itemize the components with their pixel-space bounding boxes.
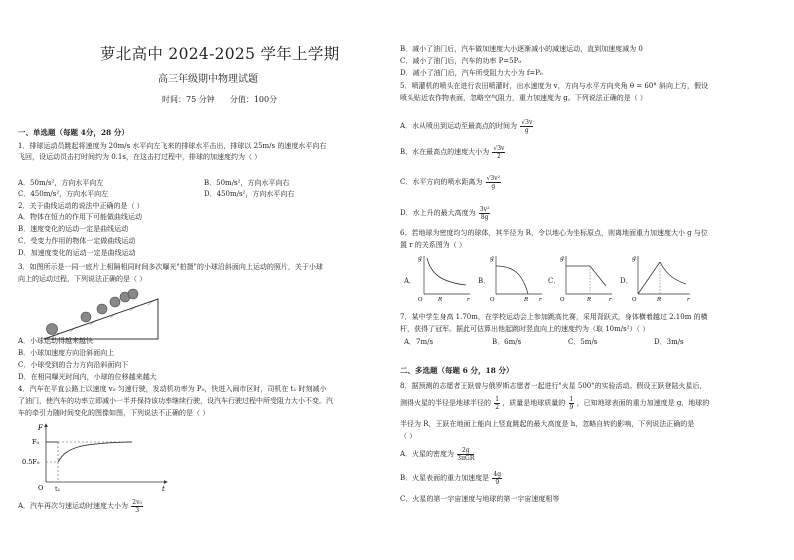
q1-option-a: A．50m/s²，方向水平向左 — [18, 179, 104, 187]
q1-option-b: B．50m/s²，方向水平向右 — [204, 179, 290, 187]
q4-force-time-graph — [22, 420, 172, 492]
q6-d-line — [638, 262, 660, 294]
svg-text:g: g — [418, 255, 422, 262]
section-single-choice: 一、单选题（每题 4分，28 分） — [18, 128, 129, 137]
q8-text-3: 半径为 R，王跃在地面上能向上竖直跳起的最大高度是 h，忽略自转的影响，下列说法正确的是 — [400, 420, 695, 428]
exam-time: 时间：75 分钟 — [162, 95, 215, 104]
q3-option-c: C．小球受到的合力方向沿斜面向下 — [18, 361, 129, 369]
svg-text:r: r — [609, 297, 612, 302]
q6-b-curve — [496, 266, 528, 294]
exam-title: 萝北高中 2024-2025 学年上学期 — [100, 45, 340, 63]
graph-t1-label: t₁ — [55, 485, 61, 492]
q6-option-a: A． — [404, 277, 417, 285]
svg-text:R: R — [587, 297, 592, 302]
q3-incline-figure — [40, 283, 170, 341]
q7-text-1: 7．某中学生身高 1.70m，在学校运动会上参加跳高比赛，采用背跃式，身体横着越过 2.10m 的横 — [400, 313, 708, 321]
q7-option-c: C．5m/s — [568, 338, 598, 346]
q7-option-d: D．3m/s — [654, 338, 684, 346]
svg-text:r: r — [467, 297, 470, 302]
q5-option-b: B．水在最高点的速度大小为 $\frac{√3v}{2}$ — [400, 144, 505, 160]
q4-option-c: C．减小了油门后，汽车的功率 P=5P₀ — [400, 57, 522, 65]
q6-option-d: D． — [620, 277, 633, 285]
force-curve — [58, 442, 132, 462]
q6-option-b: B． — [478, 277, 491, 285]
svg-text:R: R — [657, 297, 662, 302]
q7-text-2: 杆，获得了冠军。据此可估算出他起跳时竖直向上的速度约为（取 10m/s²）（ ） — [400, 325, 650, 333]
q6-graph-d — [630, 252, 692, 302]
q1-text-2: 飞回，设运动员击打时间约为 0.1s，在这击打过程中，排球的加速度约为（ ） — [18, 153, 262, 161]
svg-text:O: O — [490, 297, 495, 302]
q2-option-a: A．物体在恒力的作用下可能做曲线运动 — [18, 213, 143, 221]
q8-option-a: A．火星的密度为 $\frac{2g}{\text{3πGR}}$ — [400, 446, 475, 462]
graph-f0-label: F₀ — [32, 438, 40, 446]
q6-option-c: C． — [548, 277, 561, 285]
q4-text-2: 了油门，使汽车的功率立即减小一半并保持该功率继续行驶，设汽车行驶过程中所受阻力大小不变。汽 — [18, 397, 333, 405]
q2-text: 2．关于曲线运动的说法中正确的是（ ） — [18, 202, 144, 210]
svg-text:g: g — [560, 255, 564, 262]
q7-option-b: B．6m/s — [492, 338, 522, 346]
q3-option-d: D．在相同曝光时间内，小球的位移越来越大 — [18, 373, 157, 381]
q6-c-curve — [566, 266, 606, 286]
exam-info — [162, 94, 277, 105]
svg-text:R: R — [438, 297, 443, 302]
svg-text:O: O — [418, 297, 423, 302]
q4-text-3: 车的牵引力随时间变化的图像如图，下列说法不正确的是（ ） — [18, 409, 210, 417]
q8-text-4: （ ） — [400, 432, 417, 440]
q5-text-1: 5．喷灌机的喷头在进行农田喷灌时，出水速度为 v，方向与水平方向夹角 θ = 60° 斜向上方，假设 — [400, 82, 709, 90]
photo-balls — [47, 289, 139, 335]
graph-t-label: t — [162, 485, 165, 492]
svg-text:R: R — [524, 297, 529, 302]
q2-option-b: B．速度变化的运动一定是曲线运动 — [18, 225, 129, 233]
q6-graph-a — [416, 252, 472, 302]
svg-text:g: g — [490, 255, 494, 262]
q6-graph-c — [558, 252, 614, 302]
q6-a-curve — [427, 258, 466, 285]
q3-text-2: 向上的运动过程，下列说法正确的是（ ） — [18, 275, 147, 283]
q1-text-1: 1．排球运动员跳起将速度为 20m/s 水平向左飞来的排球水平击出，排球以 25m/s 的速度水平向右 — [18, 142, 327, 150]
q8-option-b: B．火星表面的重力加速度是 $\frac{4g}{9}$ — [400, 470, 502, 486]
q4-option-d: D．减小了油门后，汽车所受阻力大小为 f=P₀ — [400, 69, 543, 77]
svg-text:r: r — [539, 297, 542, 302]
q4-option-b: B．减小了油门后，汽车做加速度大小逐渐减小的减速运动，直到加速度减为 0 — [400, 45, 643, 53]
q6-text-1: 6．若地球为密度均匀的球体，其半径为 R，令以地心为坐标原点，则离地面重力加速度大小 g 与位 — [400, 229, 708, 237]
q5-option-d: D．水上升的最大高度为 $\frac{\text{3v²}}{8g}$ — [400, 205, 490, 221]
svg-text:r: r — [687, 297, 690, 302]
q4-a-fraction: $\frac{\text{2v₀}}{3}$ — [132, 498, 142, 514]
svg-text:O: O — [632, 297, 637, 302]
q3-option-a: A．小球运动得越来越快 — [18, 337, 94, 345]
svg-text:O: O — [560, 297, 565, 302]
q8-option-c: C．火星的第一宇宙速度与地球的第一宇宙速度相等 — [400, 495, 560, 503]
q8-text-1: 8．据预测的志愿者王跃曾与俄罗斯志愿者一起进行"火星 500"的实验活动。假设王跃登陆火星后， — [400, 382, 707, 390]
q6-text-2: 置 r 的关系图为（ ） — [400, 241, 467, 249]
graph-half-f0-label: 0.5F₀ — [22, 458, 40, 466]
q2-option-d: D．加速度变化的运动一定是曲线运动 — [18, 249, 136, 257]
q6-graph-b — [488, 252, 544, 302]
q5-text-2: 喷头贴近农作物表面，忽略空气阻力，重力加速度为 g。下列说法正确的是（ ） — [400, 94, 647, 102]
q1-option-c: C．450m/s²，方向水平向左 — [18, 190, 109, 198]
q3-option-b: B．小球加速度方向沿斜面向上 — [18, 349, 115, 357]
q5-option-a: A．水从喷出到运动至最高点的时间为 $\frac{√3v}{g}$ — [400, 118, 533, 134]
graph-f-label: F — [38, 424, 43, 432]
q4-option-a: A．汽车再次匀速运动时速度大小为 $\frac{\text{2v₀}}{3}$ — [18, 498, 142, 514]
q7-option-a: A．7m/s — [404, 338, 434, 346]
svg-text:g: g — [632, 255, 636, 262]
q2-option-c: C．受变力作用的物体一定做曲线运动 — [18, 237, 136, 245]
q8-text-2: 测得火星的半径是地球半径的 $\frac{1}{2}$ ，质量是地球质量的 $\frac{1}{9}$ ，已知地球表面的重力加速度是 g，地球的 — [400, 395, 710, 411]
q6-d-curve — [660, 262, 686, 284]
exam-subtitle: 高三年级期中物理试题 — [158, 74, 258, 85]
section-multi-choice: 二、多选题（每题 6 分，18 分） — [400, 366, 514, 375]
exam-score: 分值：100分 — [229, 95, 278, 104]
q3-text-1: 3．如图所示是一同一底片上相隔相同时间多次曝光"拍摄"的小球沿斜面向上运动的照片，关于小球 — [18, 263, 323, 271]
q4-text-1: 4．汽车在平直公路上以速度 v₀ 匀速行驶，发动机功率为 P₀，快进入闹市区时，司机在 t₁ 时刻减小 — [18, 385, 327, 393]
q5-option-c: C．水平方向的喷水距离为 $\frac{\text{√3v²}}{g}$ — [400, 174, 501, 190]
q1-option-d: D．450m/s²，方向水平向右 — [204, 190, 295, 198]
graph-origin-label: O — [38, 484, 44, 492]
